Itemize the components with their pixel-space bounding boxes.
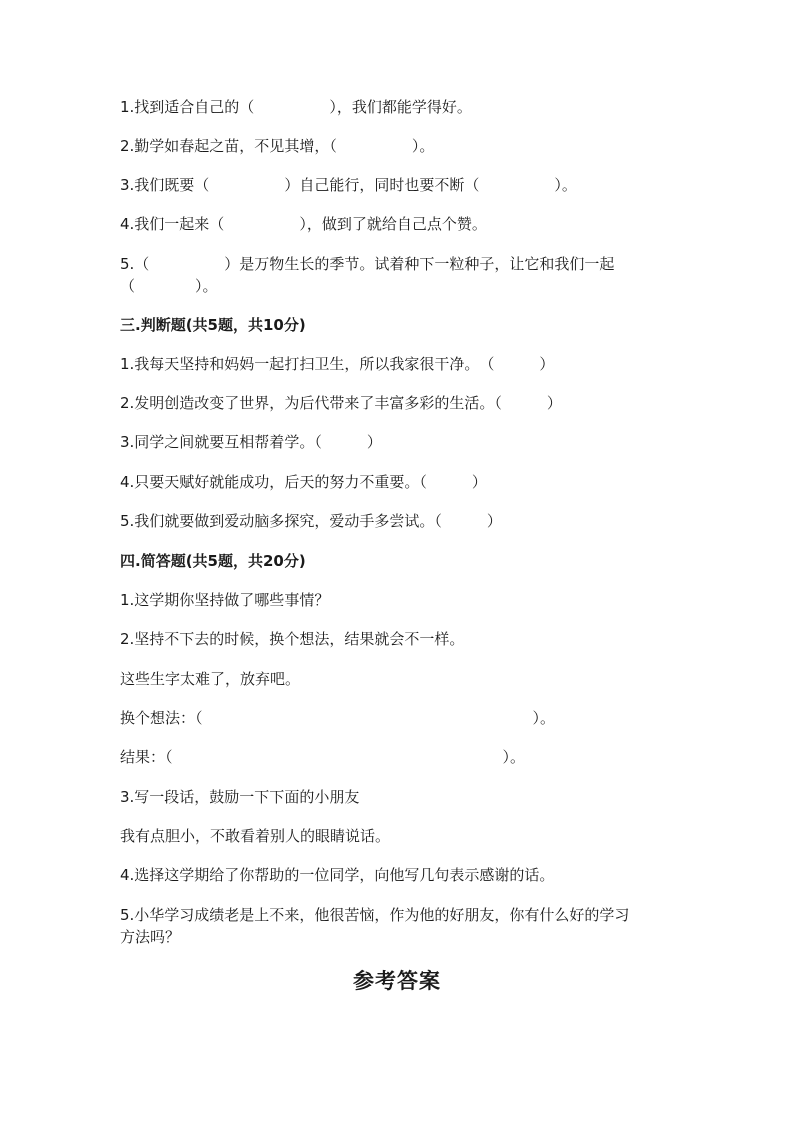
short-answer-item-2-prompt: 这些生字太难了，放弃吧。	[120, 670, 301, 688]
fill-blank-item-4: 4.我们一起来（ ），做到了就给自己点个赞。	[120, 215, 487, 233]
fill-blank-item-2: 2.勤学如春起之苗，不见其增，（ ）。	[120, 137, 435, 155]
true-false-item-1: 1.我每天坚持和妈妈一起打扫卫生，所以我家很干净。 （ ）	[120, 355, 555, 373]
short-answer-item-2: 2.坚持不下去的时候，换个想法，结果就会不一样。	[120, 630, 465, 648]
fill-blank-item-5: 5.（ ）是万物生长的季节。试着种下一粒种子，让它和我们一起	[120, 255, 615, 273]
true-false-item-2: 2.发明创造改变了世界，为后代带来了丰富多彩的生活。（ ）	[120, 394, 562, 412]
short-answer-item-4: 4.选择这学期给了你帮助的一位同学，向他写几句表示感谢的话。	[120, 866, 555, 884]
short-answer-item-3: 3.写一段话，鼓励一下下面的小朋友	[120, 788, 360, 806]
short-answer-item-5-continued: 方法吗？	[120, 928, 181, 946]
fill-blank-item-5-continued: （ ）。	[120, 277, 218, 295]
fill-blank-item-1: 1.找到适合自己的（ ），我们都能学得好。	[120, 98, 472, 116]
true-false-item-3: 3.同学之间就要互相帮着学。（ ）	[120, 433, 382, 451]
true-false-item-5: 5.我们就要做到爱动脑多探究，爱动手多尝试。（ ）	[120, 512, 502, 530]
fill-blank-item-3: 3.我们既要（ ）自己能行，同时也要不断（ ）。	[120, 176, 577, 194]
short-answer-item-5: 5.小华学习成绩老是上不来，他很苦恼，作为他的好朋友，你有什么好的学习	[120, 906, 630, 924]
short-answer-item-2-rethink: 换个想法：（ ）。	[120, 709, 556, 727]
short-answer-item-1: 1.这学期你坚持做了哪些事情？	[120, 591, 330, 609]
short-answer-item-3-prompt: 我有点胆小，不敢看着别人的眼睛说话。	[120, 827, 391, 845]
answer-key-title: 参考答案	[353, 968, 441, 993]
true-false-item-4: 4.只要天赋好就能成功，后天的努力不重要。（ ）	[120, 473, 487, 491]
section-4-heading: 四.简答题(共5题，共20分)	[120, 552, 306, 570]
short-answer-item-2-result: 结果：（ ）。	[120, 748, 526, 766]
section-3-heading: 三.判断题(共5题，共10分)	[120, 316, 306, 334]
